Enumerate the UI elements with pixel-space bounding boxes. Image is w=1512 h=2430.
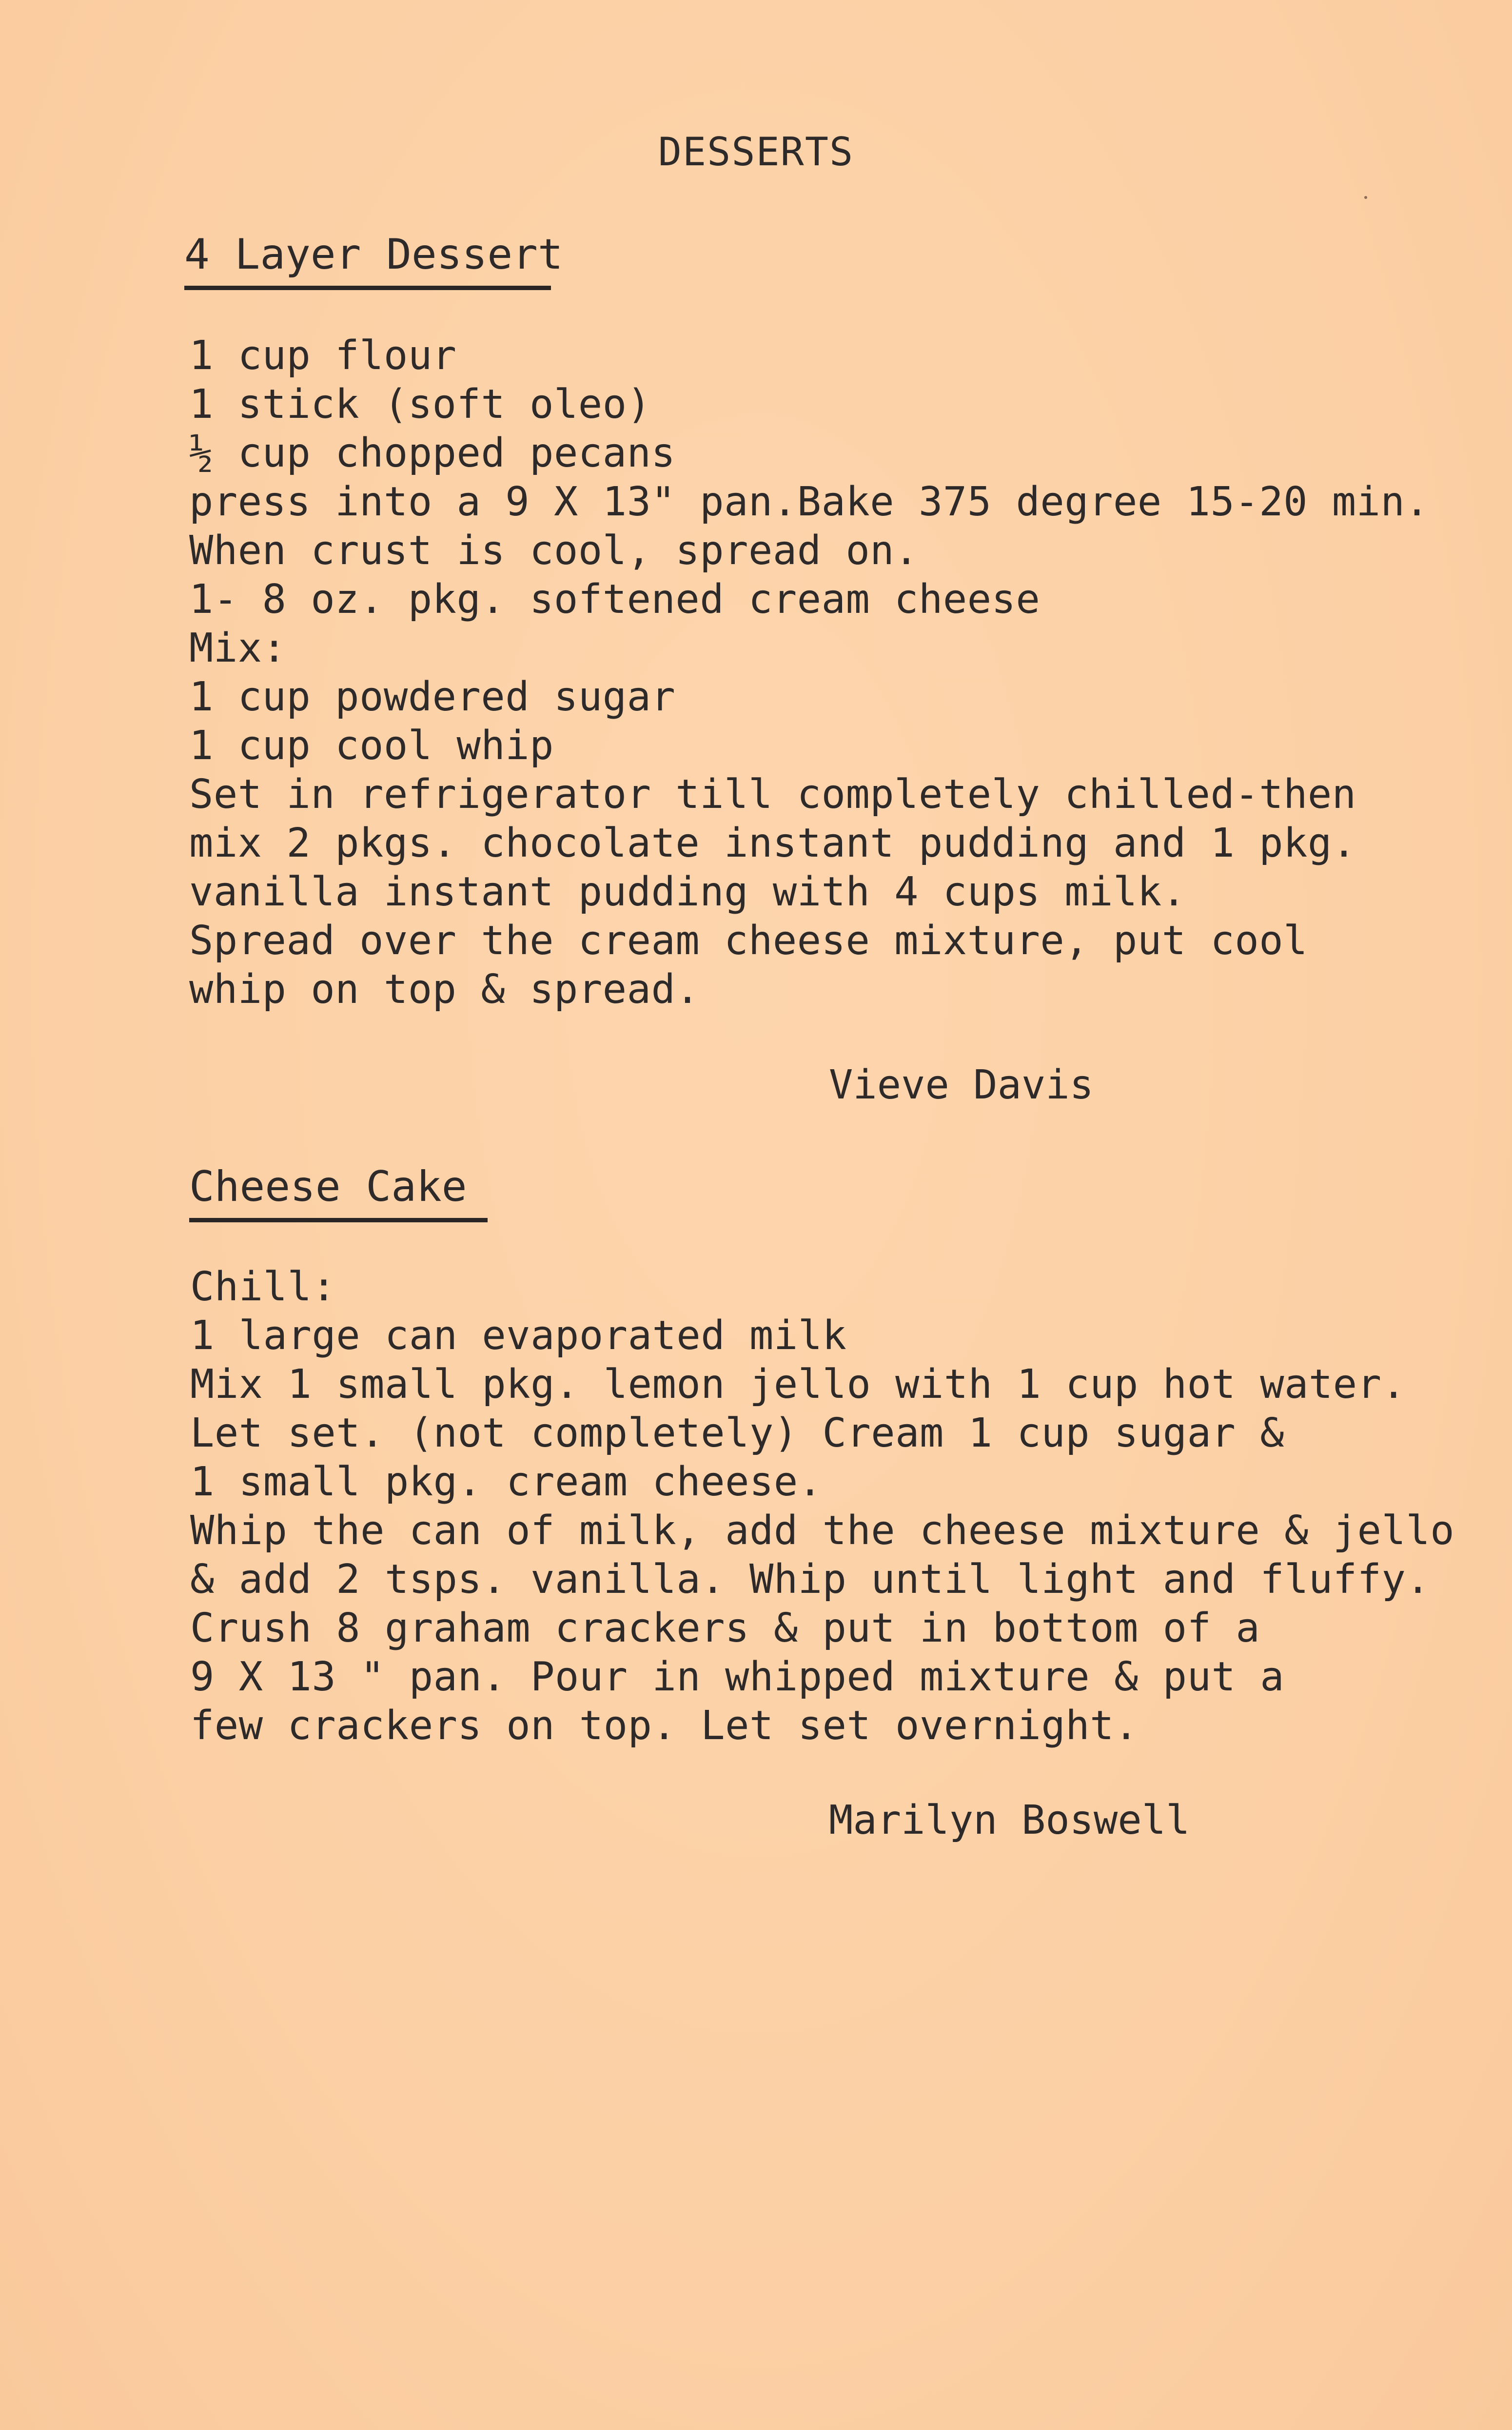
recipe-contributor: Vieve Davis (829, 1062, 1094, 1108)
recipe-line: 1 small pkg. cream cheese. (190, 1459, 823, 1505)
recipe-line: Chill: (190, 1264, 336, 1310)
recipe-title: 4 Layer Dessert (184, 230, 551, 290)
recipe-line: 1 large can evaporated milk (190, 1313, 847, 1359)
recipe-contributor: Marilyn Boswell (829, 1797, 1190, 1843)
recipe-line: When crust is cool, spread on. (189, 528, 919, 574)
recipe-line: Mix 1 small pkg. lemon jello with 1 cup hot water. (190, 1361, 1406, 1408)
recipe-line: 1 cup flour (189, 333, 457, 379)
recipe-line: whip on top & spread. (189, 966, 700, 1013)
recipe-line: Mix: (189, 625, 287, 671)
recipe-line: Crush 8 graham crackers & put in bottom of a (190, 1605, 1260, 1651)
recipe-line: Set in refrigerator till completely chilled-then (189, 771, 1356, 818)
recipe-line: press into a 9 X 13" pan.Bake 375 degree 15-20 min. (189, 479, 1430, 525)
recipe-line: 1 cup cool whip (189, 723, 554, 769)
recipe-body (190, 1263, 1454, 1750)
recipe-line: few crackers on top. Let set overnight. (190, 1703, 1139, 1749)
recipe-line: mix 2 pkgs. chocolate instant pudding and 1 pkg. (189, 820, 1356, 866)
recipe-line: ½ cup chopped pecans (189, 430, 676, 476)
recipe-line: 1 stick (soft oleo) (189, 381, 651, 428)
recipe-line: & add 2 tsps. vanilla. Whip until light and fluffy. (190, 1556, 1431, 1603)
recipe-line: 1 cup powdered sugar (189, 674, 676, 720)
recipe-body (189, 332, 1429, 1014)
paper-speck (1364, 196, 1367, 199)
recipe-line: Spread over the cream cheese mixture, put cool (189, 918, 1308, 964)
recipe-line: vanilla instant pudding with 4 cups milk. (189, 869, 1186, 915)
recipe-line: 1- 8 oz. pkg. softened cream cheese (189, 576, 1041, 623)
recipe-line: Let set. (not completely) Cream 1 cup sugar & (190, 1410, 1285, 1456)
recipe-title: Cheese Cake (189, 1162, 488, 1222)
recipe-line: 9 X 13 " pan. Pour in whipped mixture & put a (190, 1654, 1285, 1700)
page-heading: DESSERTS (658, 129, 854, 175)
recipe-line: Whip the can of milk, add the cheese mixture & jello (190, 1508, 1455, 1554)
